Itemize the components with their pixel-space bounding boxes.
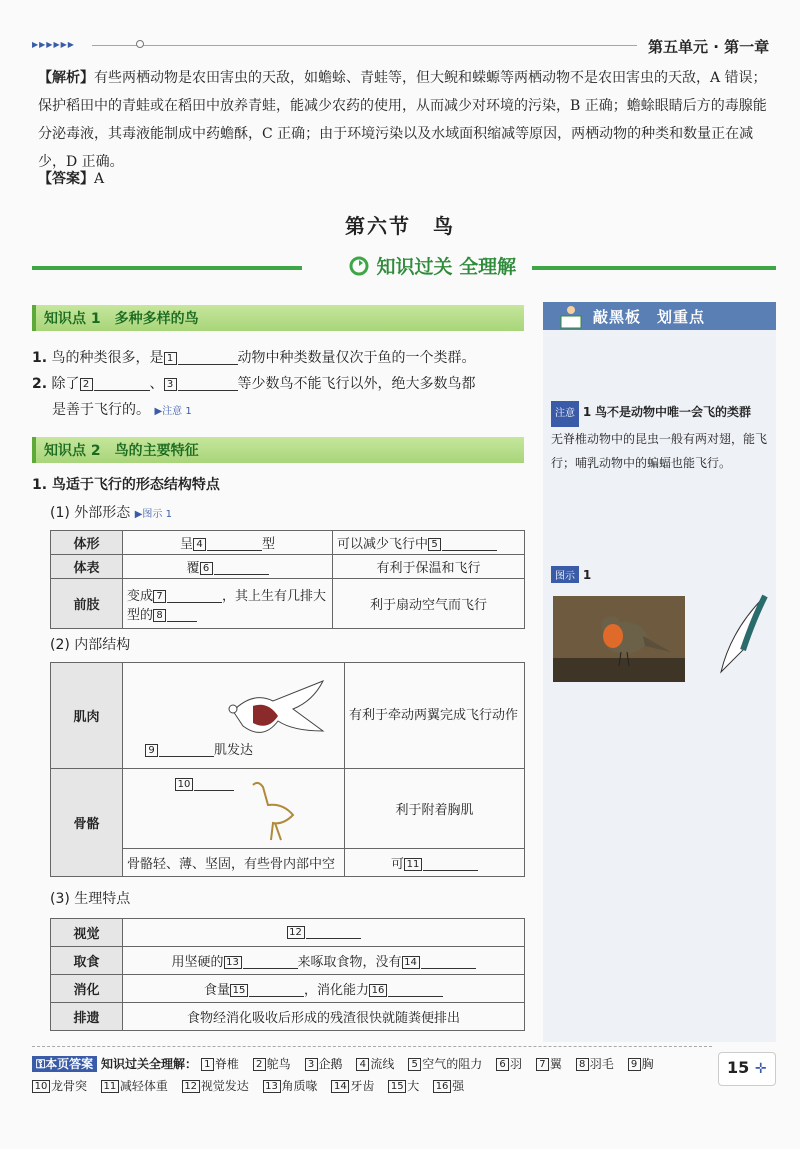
- banner-line-right: [506, 266, 776, 270]
- external-form-label: (1) 外部形态: [50, 505, 131, 521]
- row-head-body-shape: 体形: [51, 531, 123, 555]
- blank-5[interactable]: [442, 537, 497, 551]
- figure-badge: 图示: [551, 566, 579, 583]
- row-head-feeding: 取食: [51, 947, 123, 975]
- answers-label: 知识过关全理解：: [100, 1057, 197, 1071]
- note-1: [551, 400, 771, 475]
- note-title: 鸟不是动物中唯一会飞的类群: [595, 405, 752, 419]
- kp1-question-2: [32, 371, 476, 397]
- answer-number: 12: [182, 1080, 200, 1093]
- header-circle: [136, 40, 144, 48]
- page-number: 15: [727, 1058, 750, 1077]
- excretion-cell: 食物经消化吸收后形成的残渣很快就随粪便排出: [123, 1003, 525, 1031]
- answers-tag-label: 本页答案: [45, 1057, 94, 1071]
- digestion-cell: [123, 975, 525, 1003]
- refresh-icon: [348, 255, 370, 277]
- table-row: [51, 947, 525, 975]
- blank-15-marker: 15: [230, 984, 248, 997]
- body-surface-cell: [123, 555, 333, 579]
- external-form-table: [50, 530, 525, 629]
- muscle-function: 有利于牵动两翼完成飞行动作: [345, 663, 525, 769]
- blank-15[interactable]: [249, 983, 304, 997]
- cell-text: 覆: [186, 561, 200, 576]
- q2-text-d: 是善于飞行的。: [52, 402, 150, 418]
- row-head-body-surface: 体表: [51, 555, 123, 579]
- side-panel: [543, 302, 776, 1042]
- figure-1-label: [551, 566, 591, 583]
- answer-text: 角质喙: [281, 1079, 318, 1093]
- muscle-label: [145, 739, 253, 758]
- answer-number: 3: [305, 1058, 318, 1071]
- cell-text: 可: [390, 857, 404, 872]
- chapter-title: 第五单元 · 第一章: [648, 38, 770, 56]
- blank-2[interactable]: [94, 377, 150, 391]
- kp1-header: 知识点 1 多种多样的鸟: [32, 305, 524, 331]
- answer-text: 流线: [370, 1057, 395, 1071]
- blank-16[interactable]: [388, 983, 443, 997]
- kp2-header: 知识点 2 鸟的主要特征: [32, 437, 524, 463]
- body-surface-function: 有利于保温和飞行: [333, 555, 525, 579]
- answer-item: [101, 1079, 168, 1093]
- answer-number: 10: [32, 1080, 50, 1093]
- row-head-skeleton: 骨骼: [51, 769, 123, 877]
- blank-13[interactable]: [243, 955, 298, 969]
- cell-text: 变成: [127, 588, 154, 604]
- kp2-subtitle: 1. 鸟适于飞行的形态结构特点: [32, 477, 220, 493]
- answer-number: 2: [253, 1058, 266, 1071]
- internal-structure-table: [50, 662, 525, 877]
- physiology-table: [50, 918, 525, 1031]
- cell-text: 呈: [179, 537, 193, 552]
- table-row: [51, 919, 525, 947]
- cell-text: 可以减少飞行中: [337, 537, 429, 552]
- answer-number: 14: [331, 1080, 349, 1093]
- blank-12[interactable]: [306, 925, 361, 939]
- explanation: [38, 64, 778, 176]
- note-1-link[interactable]: ▶注意 1: [154, 406, 192, 417]
- blank-9-marker: 9: [145, 744, 158, 757]
- q2-text-a: 除了: [51, 376, 80, 392]
- section-title: 第六节 鸟: [345, 214, 455, 238]
- row-head-excretion: 排遗: [51, 1003, 123, 1031]
- row-head-vision: 视觉: [51, 919, 123, 947]
- q1-number: 1.: [32, 350, 48, 366]
- blank-10-marker: 10: [175, 778, 193, 791]
- figure-number: 1: [582, 568, 592, 582]
- answer-value: A: [94, 171, 105, 187]
- answer-text: 企鹅: [318, 1057, 343, 1071]
- table-row: [51, 849, 525, 877]
- blank-9[interactable]: [159, 743, 214, 757]
- blank-1-marker: 1: [164, 352, 177, 365]
- answer-item: [182, 1079, 249, 1093]
- internal-structure-title: (2) 内部结构: [50, 637, 131, 653]
- answer-text: 强: [452, 1079, 465, 1093]
- answer-item: [356, 1057, 394, 1071]
- banner-line-left: [32, 266, 302, 270]
- answer-item: [305, 1057, 343, 1071]
- answer-item: [388, 1079, 419, 1093]
- blank-6[interactable]: [214, 561, 269, 575]
- cell-text: ，其上生有几排大型的: [127, 588, 327, 623]
- skeleton-function: 利于附着胸肌: [345, 769, 525, 849]
- header-rule: [92, 45, 637, 46]
- blank-4[interactable]: [207, 537, 262, 551]
- answer-number: 5: [408, 1058, 421, 1071]
- answers-tag: [32, 1056, 97, 1072]
- note-badge: 注意: [551, 401, 579, 427]
- answer-number: 16: [433, 1080, 451, 1093]
- blank-10[interactable]: [194, 777, 234, 791]
- answer-number: 15: [388, 1080, 406, 1093]
- blank-8[interactable]: [167, 608, 197, 622]
- teacher-icon: [557, 304, 585, 330]
- blank-16-marker: 16: [369, 984, 387, 997]
- forelimb-function: 利于扇动空气而飞行: [333, 579, 525, 629]
- blank-3[interactable]: [178, 377, 238, 391]
- answer-text: 大: [407, 1079, 420, 1093]
- table-row: [51, 663, 525, 769]
- banner-text: 知识过关 全理解: [376, 256, 517, 278]
- answer-text: 空气的阻力: [422, 1057, 483, 1071]
- table-row: [51, 579, 525, 629]
- answer-text: 视觉发达: [200, 1079, 249, 1093]
- feeding-cell: [123, 947, 525, 975]
- forelimb-cell: [123, 579, 333, 629]
- note-text: 无脊椎动物中的昆虫一般有两对翅，能飞行；哺乳动物中的蝙蝠也能飞行。: [551, 432, 768, 470]
- blank-8-marker: 8: [153, 609, 166, 622]
- answer-text: 胸: [641, 1057, 654, 1071]
- skeleton-feature: 骨骼轻、薄、坚固，有些骨内部中空: [123, 849, 345, 877]
- blank-2-marker: 2: [80, 378, 93, 391]
- answer-text: 鸵鸟: [266, 1057, 291, 1071]
- cell-text: 型: [262, 537, 276, 552]
- knowledge-banner: [32, 252, 776, 282]
- body-shape-cell: [123, 531, 333, 555]
- cell-text: 用坚硬的: [171, 955, 224, 970]
- cell-text: 食量: [203, 983, 230, 998]
- answer-item: [253, 1057, 291, 1071]
- table-row: [51, 555, 525, 579]
- answer-item: [536, 1057, 562, 1071]
- answer-item: [628, 1057, 654, 1071]
- explanation-text: 有些两栖动物是农田害虫的天敌，如蟾蜍、青蛙等，但大鲵和蝾螈等两栖动物不是农田害虫的天敌，A 错误；保护稻田中的青蛙或在稻田中放养青蛙，能减少农药的使用，从而减少对环境的污染，B 正确；蟾蜍眼睛后方的毒腺能分泌毒液，其毒液能制成中药蟾酥，C 正确；由于环境污染以及水域面积缩减等原因，两栖动物的种类和数量正在减少，D 正确。: [38, 70, 767, 170]
- vision-cell: [123, 919, 525, 947]
- kp1-question-1: [32, 345, 476, 371]
- header-decoration: ▶▶▶▶▶▶: [32, 40, 75, 49]
- answer-number: 6: [496, 1058, 509, 1071]
- answer-number: 11: [101, 1080, 119, 1093]
- q2-number: 2.: [32, 376, 48, 392]
- muscle-figure-cell: [123, 663, 345, 769]
- answer-number: 13: [263, 1080, 281, 1093]
- answer-line: [38, 168, 104, 188]
- answer-text: 翼: [549, 1057, 562, 1071]
- body-shape-function: [333, 531, 525, 555]
- page-number-box: [718, 1052, 776, 1086]
- cell-text: 肌发达: [214, 743, 254, 758]
- blank-14[interactable]: [421, 955, 476, 969]
- blank-13-marker: 13: [224, 956, 242, 969]
- answer-text: 减轻体重: [119, 1079, 168, 1093]
- answer-text: 龙骨突: [51, 1079, 88, 1093]
- skeleton-figure-cell: [123, 769, 345, 849]
- blank-7[interactable]: [167, 589, 222, 603]
- figure-1-link[interactable]: ▶图示 1: [134, 509, 172, 520]
- answer-number: 9: [628, 1058, 641, 1071]
- answer-number: 1: [201, 1058, 214, 1071]
- answer-item: [32, 1079, 87, 1093]
- side-panel-header: [543, 302, 776, 330]
- blank-3-marker: 3: [164, 378, 177, 391]
- answer-item: [496, 1057, 522, 1071]
- table-row: [51, 975, 525, 1003]
- answer-item: [263, 1079, 318, 1093]
- external-form-title: [50, 500, 172, 528]
- banner-title: [332, 252, 532, 279]
- key-icon: ⚿: [36, 1057, 46, 1071]
- answer-text: 脊椎: [214, 1057, 239, 1071]
- page-answers: [32, 1046, 712, 1146]
- blank-7-marker: 7: [153, 590, 166, 603]
- blank-4-marker: 4: [193, 538, 206, 551]
- table-row: [51, 531, 525, 555]
- answer-tag: 【答案】: [38, 171, 94, 187]
- answer-number: 4: [356, 1058, 369, 1071]
- answer-item: [331, 1079, 374, 1093]
- note-number: 1: [582, 405, 592, 419]
- table-row: [51, 1003, 525, 1031]
- row-head-muscle: 肌肉: [51, 663, 123, 769]
- bird-skeleton-illustration: [243, 775, 303, 845]
- answer-item: [433, 1079, 464, 1093]
- blank-12-marker: 12: [287, 926, 305, 939]
- skeleton-label: [175, 777, 234, 792]
- skeleton-feature-function: [345, 849, 525, 877]
- blank-6-marker: 6: [200, 562, 213, 575]
- cell-text: 来啄取食物，没有: [297, 955, 402, 970]
- robin-photo: [553, 596, 685, 682]
- physiology-title: (3) 生理特点: [50, 891, 131, 907]
- answer-number: 7: [536, 1058, 549, 1071]
- blank-14-marker: 14: [402, 956, 420, 969]
- answer-item: [408, 1057, 482, 1071]
- wing-illustration: [713, 590, 773, 680]
- compass-icon: ✛: [754, 1061, 767, 1077]
- cell-text: ，消化能力: [304, 983, 370, 998]
- answer-item: [201, 1057, 239, 1071]
- answer-text: 羽: [510, 1057, 523, 1071]
- side-panel-title: 敲黑板 划重点: [593, 308, 706, 326]
- explanation-tag: 【解析】: [38, 70, 94, 86]
- q1-text-b: 动物中种类数量仅次于鱼的一个类群。: [237, 350, 476, 366]
- answer-number: 8: [576, 1058, 589, 1071]
- q1-text-a: 鸟的种类很多，是: [51, 350, 164, 366]
- q2-text-c: 等少数鸟不能飞行以外，绝大多数鸟都: [237, 376, 476, 392]
- row-head-forelimb: 前肢: [51, 579, 123, 629]
- q2-text-b: 、: [149, 376, 164, 392]
- blank-5-marker: 5: [428, 538, 441, 551]
- table-row: [51, 769, 525, 849]
- answer-text: 羽毛: [589, 1057, 614, 1071]
- answer-item: [576, 1057, 614, 1071]
- kp1-question-2-cont: [52, 397, 192, 425]
- row-head-digestion: 消化: [51, 975, 123, 1003]
- answer-text: 牙齿: [350, 1079, 375, 1093]
- blank-11[interactable]: [423, 857, 478, 871]
- blank-11-marker: 11: [404, 858, 422, 871]
- blank-1[interactable]: [178, 351, 238, 365]
